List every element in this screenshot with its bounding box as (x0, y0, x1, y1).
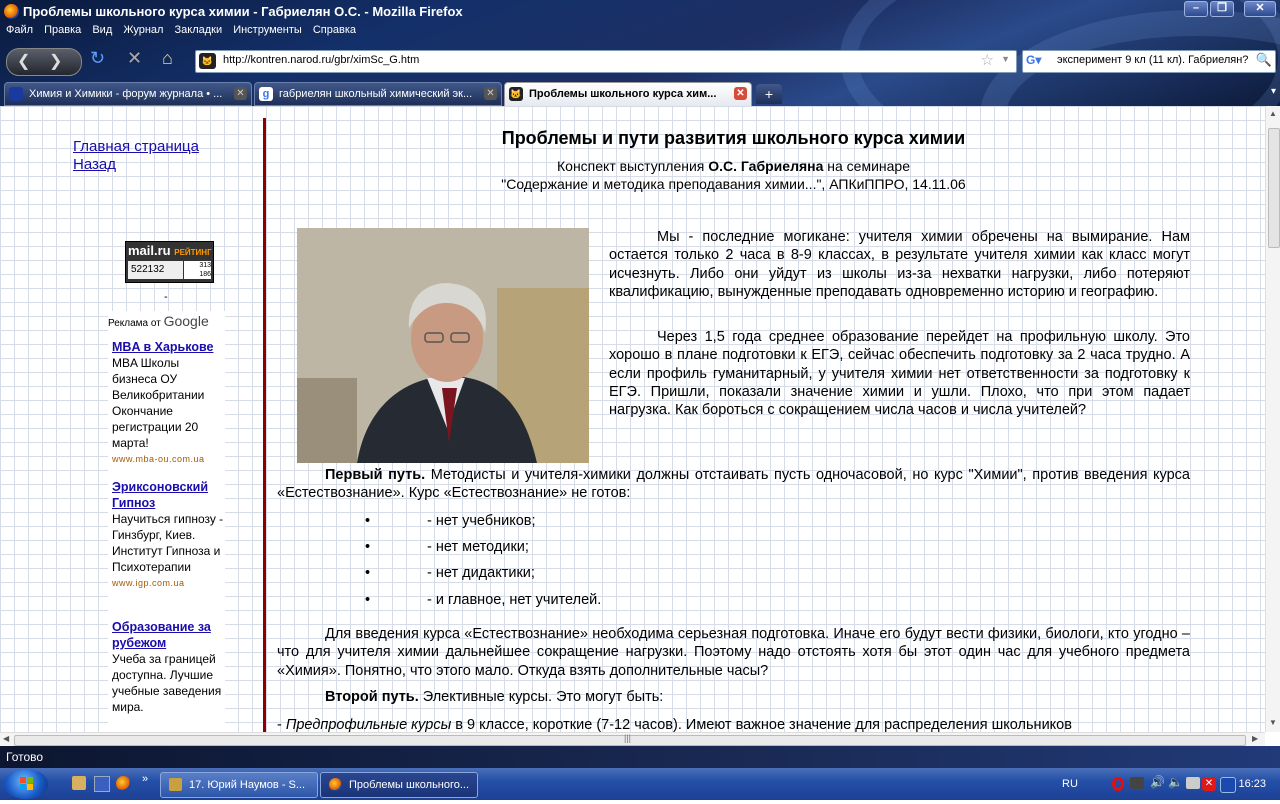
article-title: Проблемы и пути развития школьного курса химии (501, 128, 966, 148)
start-button[interactable] (4, 769, 48, 799)
scroll-right-icon[interactable]: ▶ (1252, 734, 1259, 743)
article-subtitle: Конспект выступления О.С. Габриеляна на семинаре (557, 158, 910, 174)
windows-logo-icon (4, 769, 48, 799)
cat-favicon-icon: 🐱 (510, 89, 522, 99)
paragraph-2: Через 1,5 года среднее образование перейдет на профильную школу. Это хорошо в плане подготовки к ЕГЭ, сейчас обеспечить подготовку за 2 часа трудно. А если профиль гуманитарный, у учителя химии нет ответственности за подготовку к ЕГЭ. Пришли, показали значение химии и ушли. Плохо, что при этом падает нагрузка. Как бороться с сокращением числа часов и числа учителей? (609, 329, 1190, 419)
grip-icon: ||| (624, 733, 632, 743)
menu-bookmarks[interactable]: Закладки (174, 24, 223, 36)
path-2-paragraph: Второй путь. Элективные курсы. Это могут быть: (325, 689, 664, 705)
forward-icon[interactable]: ❯ (49, 53, 63, 70)
ad-item[interactable] (112, 619, 224, 715)
ad-title[interactable]: MBA в Харькове (112, 340, 214, 354)
ad-text: Учеба за границей доступна. Лучшие учебные заведения мира. (112, 652, 222, 714)
tab-label: габриелян школьный химический эк... (279, 88, 473, 100)
search-bar[interactable] (1022, 50, 1276, 73)
url-text[interactable]: http://kontren.narod.ru/gbr/ximSc_G.htm (223, 54, 420, 66)
back-forward-group (6, 48, 82, 76)
taskbar-item-firefox[interactable] (320, 772, 478, 798)
forum-favicon-icon (9, 87, 23, 101)
reload-icon[interactable]: ↻ (90, 48, 106, 68)
player-icon (169, 778, 182, 791)
firefox-icon (329, 778, 342, 791)
language-indicator[interactable]: RU (1062, 778, 1078, 790)
tab-label: Химия и Химики - форум журнала • ... (29, 88, 223, 100)
close-tab-icon[interactable]: ✕ (734, 87, 747, 100)
title-bar (0, 0, 1280, 23)
vertical-divider (263, 118, 266, 732)
paragraph-4: - Предпрофильные курсы в 9 классе, короткие (7-12 часов). Имеют важное значение для распределения школьников (277, 717, 1072, 732)
antivirus-icon[interactable]: ✕ (1202, 777, 1216, 791)
close-tab-icon[interactable]: ✕ (234, 87, 247, 100)
search-input[interactable]: эксперимент 9 кл (11 кл). Габриелян? (1057, 54, 1249, 66)
counter-brand: mail.ru РЕЙТИНГ (128, 243, 212, 258)
windows-taskbar (0, 768, 1280, 800)
tab-bar (0, 82, 1280, 106)
navigation-toolbar (0, 44, 1280, 78)
back-link[interactable]: Назад (73, 156, 116, 173)
firefox-quicklaunch-icon[interactable] (116, 776, 131, 791)
tray-app-icon[interactable] (1130, 777, 1144, 789)
ad-text: Научиться гипнозу - Гинзбург, Киев. Институт Гипноза и Психотерапии (112, 512, 224, 574)
show-desktop-icon[interactable] (94, 776, 110, 792)
paragraph-3: Для введения курса «Естествознание» необходима серьезная подготовка. Иначе его будут вести физики, биологи, кто угодно – что для учителя химии дальнейшее сокращение нагрузки. Поэтому надо отстоять хотя бы этот один час для учебного предмета «Химия». Понятно, что этого мало. Откуда взять дополнительные часы? (277, 626, 1190, 679)
home-icon[interactable]: ⌂ (162, 48, 173, 68)
firefox-icon (4, 4, 19, 19)
back-icon[interactable]: ❮ (17, 53, 31, 70)
stop-icon[interactable]: ✕ (127, 48, 143, 68)
status-text: Готово (6, 750, 44, 764)
new-tab-button[interactable]: + (756, 84, 782, 104)
google-favicon-icon: g (259, 87, 273, 101)
close-window-button[interactable]: ✕ (1244, 1, 1276, 17)
menu-view[interactable]: Вид (92, 24, 113, 36)
tab-current-article[interactable] (504, 82, 752, 106)
google-ads-box (108, 311, 225, 732)
menu-bar (0, 24, 358, 42)
path-1-paragraph: Первый путь. Методисты и учителя-химики должны отстаивать пусть одночасовой, но курс "Химии", против введения курса «Естествознание». Курс «Естествознание» не готов: (277, 467, 1190, 502)
counter-small-values: 313 186 (184, 261, 211, 279)
vertical-scrollbar[interactable] (1265, 106, 1280, 732)
opera-icon[interactable] (1112, 777, 1124, 791)
counter-value: 522132 (128, 261, 183, 279)
taskbar-item-player[interactable] (160, 772, 318, 798)
tab-google-search[interactable] (254, 82, 502, 106)
path-1-title: Первый путь. (325, 467, 426, 483)
taskbar-item-label: 17. Юрий Наумов - S... (189, 779, 306, 791)
path-2-title: Второй путь. (325, 689, 419, 705)
article-seminar: "Содержание и методика преподавания химии...", АПКиППРО, 14.11.06 (501, 176, 966, 192)
speaker-icon[interactable]: 🔈 (1168, 775, 1183, 789)
scroll-thumb[interactable] (1268, 128, 1280, 248)
scroll-up-icon[interactable]: ▲ (1269, 109, 1277, 118)
close-tab-icon[interactable]: ✕ (484, 87, 497, 100)
separator: - (164, 291, 168, 303)
menu-edit[interactable]: Правка (44, 24, 82, 36)
minimize-button[interactable]: – (1184, 1, 1208, 17)
paragraph-1: Мы - последние могикане: учителя химии обречены на вымирание. Нам остается только 2 часа в 8-9 классах, в результате учителя химии как класс могут исчезнуть. Либо они уйдут из школы из-за нехватки нагрузки, либо потеряют квалификацию, вынужденные преподавать одновременно историю и географию. (609, 229, 1190, 300)
address-bar[interactable] (195, 50, 1017, 73)
maximize-button[interactable]: ❐ (1210, 1, 1234, 17)
ad-text: MBA Школы бизнеса ОУ Великобритании Окончание регистрации 20 марта! (112, 356, 205, 450)
clock[interactable]: 16:23 (1238, 778, 1266, 790)
network-icon[interactable] (1186, 777, 1200, 789)
menu-history[interactable]: Журнал (123, 24, 164, 36)
tray-blue-icon[interactable] (1220, 777, 1236, 793)
tab-list-icon[interactable]: ▾ (1270, 86, 1276, 97)
horizontal-scrollbar[interactable] (0, 732, 1265, 747)
mailru-rating-counter[interactable] (125, 241, 214, 283)
quicklaunch-app-icon[interactable] (72, 776, 86, 790)
scroll-down-icon[interactable]: ▼ (1269, 718, 1277, 727)
ad-url[interactable]: www.igp.com.ua (112, 578, 185, 588)
ad-url[interactable]: www.mba-ou.com.ua (112, 454, 205, 464)
author-photo (297, 228, 589, 463)
google-search-engine-icon[interactable]: G▾ (1026, 53, 1042, 67)
site-favicon-icon: 🐱 (199, 53, 216, 69)
ads-header: Реклама от Google (108, 313, 209, 329)
search-icon[interactable]: 🔍 (1255, 52, 1272, 67)
scroll-left-icon[interactable]: ◀ (3, 734, 10, 743)
left-sidebar (0, 106, 263, 732)
ad-item[interactable] (112, 479, 224, 591)
ad-item[interactable] (112, 339, 224, 467)
url-dropdown-icon[interactable]: ▼ (1001, 54, 1010, 64)
menu-tools[interactable]: Инструменты (233, 24, 302, 36)
chevron-right-icon[interactable]: » (142, 773, 149, 785)
ad-title[interactable]: Образование за рубежом (112, 620, 211, 650)
volume-icon[interactable]: 🔊 (1150, 775, 1165, 789)
portrait-image (297, 228, 589, 463)
page-content: Главная страница Назад mail.ru РЕЙТИНГ 522132 313 186 - Реклама от Google MBA в Харькове MBA Школы бизнеса ОУ Великобритании Окончание регистрации 20 марта! www.mba-ou.com.ua Эриксоновский Гипноз Научиться гипнозу - Гинзбург, Киев. Институт Гипноза и Психотерапии www.igp.com.ua Образование за рубежом Учеба за границей доступна. Лучшие учебные заведения мира. Проблемы и пути развития школьного курса химии Конспект выступления О.С. Габриеляна на семинаре "Содержание и методика преподавания химии...", АПКиППРО, 14.11.06 Мы - последние могикане: учителя химии обречены на вымирание. Нам остается только 2 часа в 8-9 классах, в результате учителя химии как класс могут исчезнуть. Либо они уйдут из школы из-за нехватки нагрузки, либо потеряют квалификацию, вынужденные преподавать одновременно историю и географию. Через 1,5 года среднее образование перейдет на профильную школу. Это хорошо в плане подготовки к ЕГЭ, сейчас обеспечить подготовку за 2 часа трудно. А если профиль гуманитарный, у учителя химии нет ответственности за подготовку к ЕГЭ. Пришли, показали значение химии и ушли. Плохо, что при этом падает нагрузка. Как бороться с сокращением числа часов и числа учителей? Первый путь. Методисты и учителя-химики должны отстаивать пусть одночасовой, но курс "Химии", против введения курса «Естествознание». Курс «Естествознание» не готов: • - нет учебников; • - нет методики; • - нет дидактики; • - и главное, нет учителей. Для введения курса «Естествознание» необходима серьезная подготовка. Иначе его будут вести физики, биологи, кто угодно – что для учителя химии дальнейшее сокращение нагрузки. Поэтому надо отстоять хотя бы этот один час для учебного предмета «Химия». Понятно, что этого мало. Откуда взять дополнительные часы? Второй путь. Элективные курсы. Это могут быть: - Предпрофильные курсы в 9 классе, короткие (7-12 часов). Имеют важное значение для распределения школьников (0, 106, 1265, 732)
ad-title[interactable]: Эриксоновский Гипноз (112, 480, 209, 510)
tab-label: Проблемы школьного курса хим... (529, 88, 717, 100)
menu-file[interactable]: Файл (6, 24, 34, 36)
system-tray (1108, 768, 1280, 800)
menu-help[interactable]: Справка (312, 24, 356, 36)
home-page-link[interactable]: Главная страница (73, 138, 199, 155)
tab-forum[interactable] (4, 82, 252, 106)
window-title: Проблемы школьного курса химии - Габриелян О.С. - Mozilla Firefox (23, 4, 463, 19)
google-logo: Google (163, 313, 209, 329)
status-bar (0, 746, 1280, 768)
browser-chrome (0, 0, 1280, 106)
taskbar-item-label: Проблемы школьного... (349, 779, 470, 791)
bookmark-star-icon[interactable]: ☆ (980, 52, 994, 69)
